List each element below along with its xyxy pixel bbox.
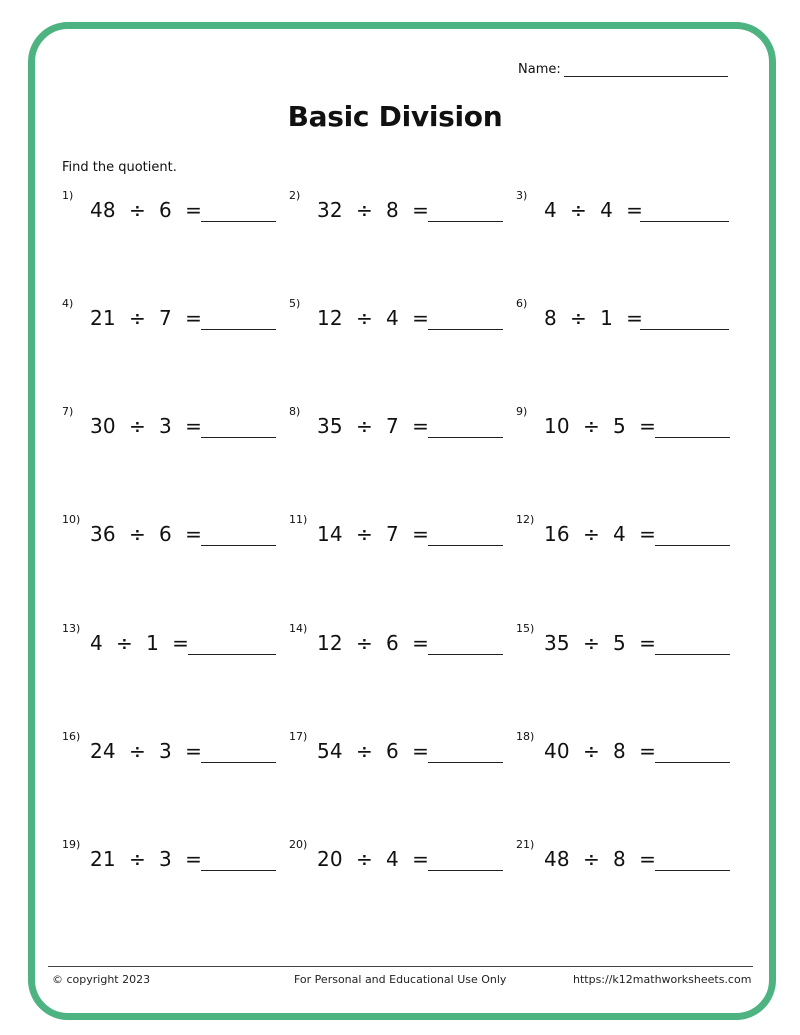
answer-blank[interactable]: [655, 654, 730, 655]
problem-7: [62, 406, 280, 438]
problem-expression: 35 ÷ 7 =: [317, 414, 430, 438]
problem-expression: 4 ÷ 4 =: [544, 198, 644, 222]
problem-expression: 12 ÷ 6 =: [317, 631, 430, 655]
problem-number: 8): [289, 405, 301, 418]
footer-website-link[interactable]: https://k12mathworksheets.com: [573, 973, 752, 986]
problem-number: 21): [516, 838, 535, 851]
problem-number: 4): [62, 297, 74, 310]
problem-expression: 40 ÷ 8 =: [544, 739, 657, 763]
name-field[interactable]: [564, 62, 728, 77]
answer-blank[interactable]: [640, 329, 729, 330]
answer-blank[interactable]: [201, 870, 276, 871]
answer-blank[interactable]: [201, 329, 276, 330]
answer-blank[interactable]: [428, 437, 503, 438]
problem-expression: 48 ÷ 6 =: [90, 198, 203, 222]
answer-blank[interactable]: [201, 437, 276, 438]
problem-expression: 32 ÷ 8 =: [317, 198, 430, 222]
answer-blank[interactable]: [428, 545, 503, 546]
name-field-row: [518, 62, 728, 77]
problem-number: 11): [289, 513, 308, 526]
problem-expression: 21 ÷ 7 =: [90, 306, 203, 330]
name-label: Name:: [518, 62, 561, 77]
answer-blank[interactable]: [428, 329, 503, 330]
problem-9: [516, 406, 734, 438]
problem-number: 13): [62, 622, 81, 635]
problem-number: 18): [516, 730, 535, 743]
answer-blank[interactable]: [201, 545, 276, 546]
problem-3: [516, 190, 734, 222]
answer-blank[interactable]: [640, 221, 729, 222]
answer-blank[interactable]: [428, 654, 503, 655]
problem-4: [62, 298, 280, 330]
problem-21: [516, 839, 734, 871]
problem-expression: 30 ÷ 3 =: [90, 414, 203, 438]
problem-2: [289, 190, 507, 222]
problem-number: 6): [516, 297, 528, 310]
problem-13: [62, 623, 280, 655]
problem-15: [516, 623, 734, 655]
problem-11: [289, 514, 507, 546]
problem-number: 15): [516, 622, 535, 635]
problem-expression: 16 ÷ 4 =: [544, 522, 657, 546]
footer-copyright: © copyright 2023: [52, 973, 151, 986]
answer-blank[interactable]: [188, 654, 276, 655]
problem-number: 14): [289, 622, 308, 635]
problem-expression: 10 ÷ 5 =: [544, 414, 657, 438]
footer-divider: [48, 966, 753, 967]
problem-number: 9): [516, 405, 528, 418]
problem-expression: 24 ÷ 3 =: [90, 739, 203, 763]
problem-number: 20): [289, 838, 308, 851]
problem-number: 1): [62, 189, 74, 202]
problem-number: 10): [62, 513, 81, 526]
problem-expression: 4 ÷ 1 =: [90, 631, 190, 655]
problem-expression: 35 ÷ 5 =: [544, 631, 657, 655]
problem-1: [62, 190, 280, 222]
problem-expression: 48 ÷ 8 =: [544, 847, 657, 871]
instructions: Find the quotient.: [62, 160, 177, 175]
footer-usage-note: For Personal and Educational Use Only: [294, 973, 507, 986]
answer-blank[interactable]: [201, 762, 276, 763]
problem-5: [289, 298, 507, 330]
worksheet-title: Basic Division: [287, 100, 503, 133]
answer-blank[interactable]: [201, 221, 276, 222]
problem-expression: 8 ÷ 1 =: [544, 306, 644, 330]
problem-number: 3): [516, 189, 528, 202]
problem-number: 2): [289, 189, 301, 202]
problem-12: [516, 514, 734, 546]
problem-17: [289, 731, 507, 763]
problem-expression: 12 ÷ 4 =: [317, 306, 430, 330]
answer-blank[interactable]: [655, 762, 730, 763]
problem-20: [289, 839, 507, 871]
problem-number: 17): [289, 730, 308, 743]
answer-blank[interactable]: [655, 437, 730, 438]
problem-18: [516, 731, 734, 763]
answer-blank[interactable]: [428, 870, 503, 871]
problem-8: [289, 406, 507, 438]
problem-6: [516, 298, 734, 330]
answer-blank[interactable]: [655, 870, 730, 871]
answer-blank[interactable]: [655, 545, 730, 546]
problem-number: 12): [516, 513, 535, 526]
problem-expression: 54 ÷ 6 =: [317, 739, 430, 763]
problem-expression: 20 ÷ 4 =: [317, 847, 430, 871]
problem-10: [62, 514, 280, 546]
problem-number: 5): [289, 297, 301, 310]
problem-number: 7): [62, 405, 74, 418]
answer-blank[interactable]: [428, 221, 503, 222]
problem-14: [289, 623, 507, 655]
problem-16: [62, 731, 280, 763]
problem-number: 19): [62, 838, 81, 851]
problem-expression: 14 ÷ 7 =: [317, 522, 430, 546]
answer-blank[interactable]: [428, 762, 503, 763]
problem-expression: 36 ÷ 6 =: [90, 522, 203, 546]
problem-number: 16): [62, 730, 81, 743]
problem-expression: 21 ÷ 3 =: [90, 847, 203, 871]
problem-19: [62, 839, 280, 871]
